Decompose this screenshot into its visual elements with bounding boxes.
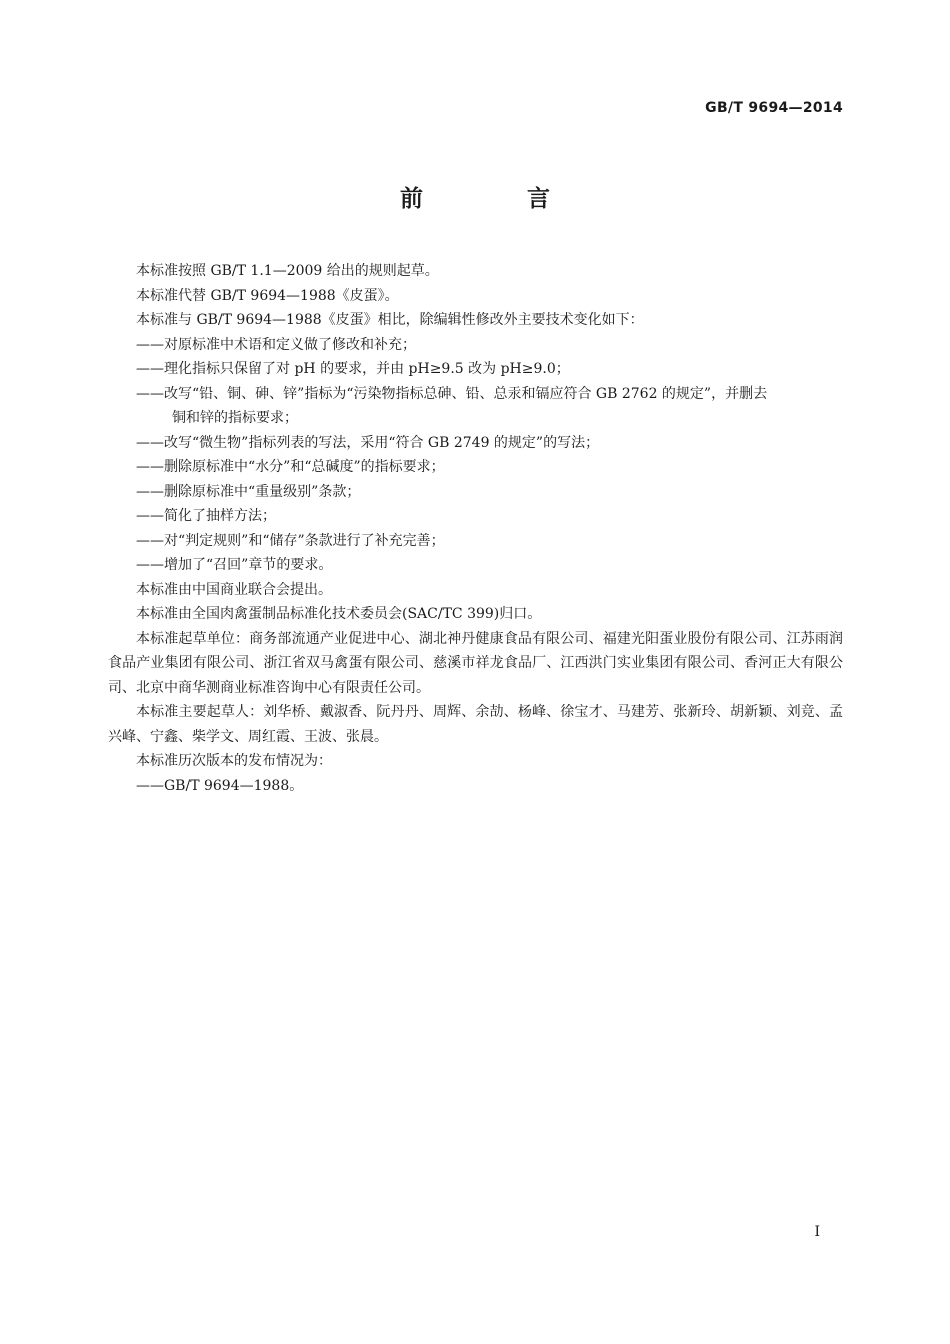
paragraph-drafting-units: 本标准起草单位：商务部流通产业促进中心、湖北神丹健康食品有限公司、福建光阳蛋业股份有限公司、江苏雨润食品产业集团有限公司、浙江省双马禽蛋有限公司、慈溪市祥龙食品厂、江西洪门实业集团有限公司、香河正大有限公司、北京中商华测商业标准咨询中心有限责任公司。 (108, 630, 843, 696)
paragraph-history-intro: 本标准历次版本的发布情况为： (136, 753, 332, 769)
paragraph-replaces: 本标准代替 GB/T 9694—1988《皮蛋》。 (136, 287, 399, 304)
foreword-body (108, 259, 843, 798)
standard-code: GB/T 9694—2014 (705, 100, 843, 116)
change-item-text: ——对“判定规则”和“储存”条款进行了补充完善； (136, 532, 445, 549)
change-item-text: ——删除原标准中“水分”和“总碱度”的指标要求； (136, 459, 445, 475)
change-item-continuation: 铜和锌的指标要求； (172, 410, 298, 426)
paragraph-drafting-rules: 本标准按照 GB/T 1.1—2009 给出的规则起草。 (136, 263, 439, 279)
change-item (108, 455, 843, 480)
change-item (108, 357, 843, 382)
change-item (108, 553, 843, 578)
change-item (108, 431, 843, 456)
change-item (108, 529, 843, 554)
change-item (108, 480, 843, 505)
change-item-text: ——改写“微生物”指标列表的写法，采用“符合 GB 2749 的规定”的写法； (136, 434, 600, 451)
paragraph-centralized-by: 本标准由全国肉禽蛋制品标准化技术委员会(SAC/TC 399)归口。 (136, 606, 542, 622)
change-item-text: ——理化指标只保留了对 pH 的要求，并由 pH≥9.5 改为 pH≥9.0； (136, 361, 570, 377)
change-item-text: ——简化了抽样方法； (136, 508, 276, 524)
change-item (108, 504, 843, 529)
page-title: 前 言 (399, 186, 598, 212)
change-item-text: ——对原标准中术语和定义做了修改和补充； (136, 336, 416, 353)
change-item (108, 382, 843, 431)
paragraph-drafters: 本标准主要起草人：刘华桥、戴淑香、阮丹丹、周辉、余劼、杨峰、徐宝才、马建芳、张新玲、胡新颖、刘竞、孟兴峰、宁鑫、柴学文、周红霞、王波、张晨。 (108, 704, 843, 745)
history-item: ——GB/T 9694—1988。 (136, 777, 304, 794)
paragraph-proposed-by: 本标准由中国商业联合会提出。 (136, 581, 332, 598)
change-item (108, 333, 843, 358)
change-item-text: ——删除原标准中“重量级别”条款； (136, 483, 361, 500)
paragraph-changes-intro: 本标准与 GB/T 9694—1988《皮蛋》相比，除编辑性修改外主要技术变化如下： (136, 312, 644, 328)
change-item-text: ——改写“铅、铜、砷、锌”指标为“污染物指标总砷、铅、总汞和镉应符合 GB 2762 的规定”，并删去 (136, 385, 768, 402)
page-number: I (814, 1224, 820, 1240)
change-item-text: ——增加了“召回”章节的要求。 (136, 557, 333, 573)
